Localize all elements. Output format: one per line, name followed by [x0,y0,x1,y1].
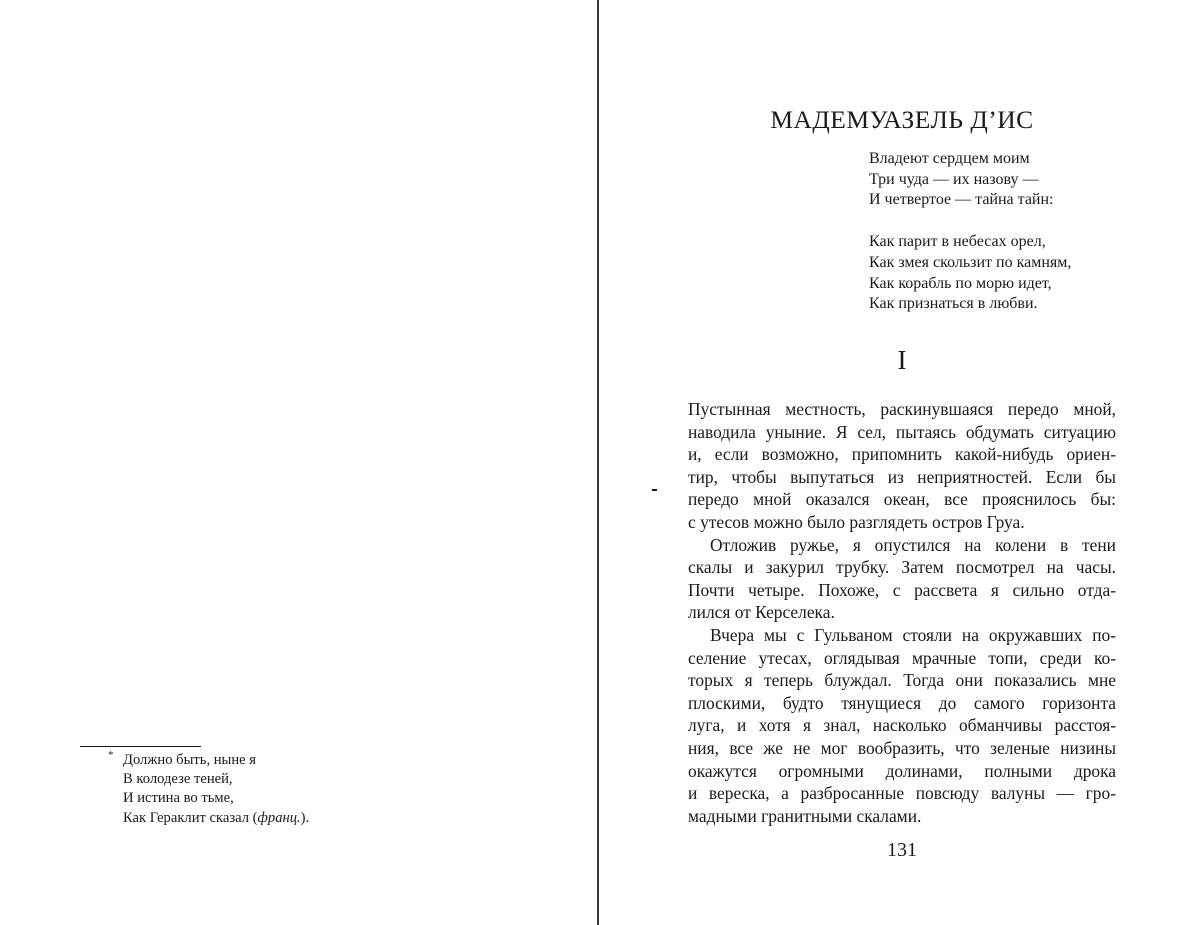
body-line: селение утесах, оглядывая мрачные топи, среди ко- [688,647,1116,668]
body-line: лился от Керселека. [688,602,835,623]
body-text [688,398,1116,827]
epigraph-line: Как признаться в любви. [869,295,1038,313]
body-line: Вчера мы с Гульваном стояли на окружавших по- [710,624,1116,645]
footnote-attribution: Как Гераклит сказал ( [123,809,258,826]
footnote-line: И истина во тьме, [123,790,234,807]
body-line: окажутся огромными долинами, полными дрока [688,760,1116,781]
epigraph-line: Владеют сердцем моим [869,150,1030,167]
page-number: 131 [887,839,917,861]
body-line: Отложив ружье, я опустился на колени в тени [710,534,1116,555]
body-line: наводила уныние. Я сел, пытаясь обдумать ситуацию [688,421,1116,442]
body-line: и вереска, а разбросанные повсюду валуны — гро- [688,783,1116,804]
book-spine [597,0,599,925]
epigraph-line: Три чуда — их назову — [869,170,1039,188]
epigraph-stanza [869,232,1149,315]
epigraph-line: И четвертое — тайна тайн: [869,191,1054,209]
epigraph-line: Как змея скользит по камням, [869,253,1072,271]
body-line: передо мной оказался океан, все прояснилось бы: [688,489,1116,510]
body-line: тир, чтобы выпутаться из неприятностей. Если бы [688,466,1116,487]
footnote-marker: * [108,749,114,761]
story-title: МАДЕМУАЗЕЛЬ Д’ИС [770,105,1034,134]
footnote-line: В колодезе теней, [123,771,233,788]
epigraph [869,149,1149,336]
footnote-line-last [123,809,523,828]
body-line: торых я теперь блуждал. Тогда они показались мне [688,670,1116,691]
body-line: Пустынная местность, раскинувшаяся передо мной, [688,399,1116,419]
body-line: и, если возможно, припомнить какой-нибудь ориен- [688,444,1116,465]
footnote-closing: ). [300,809,310,826]
body-line: ния, все же не мог вообразить, что зеленые низины [688,737,1116,758]
body-line: мадными гранитными скалами. [688,805,922,826]
footnote-line: Должно быть, ныне я [123,752,257,768]
body-line: скалы и закурил трубку. Затем посмотрел на часы. [688,557,1116,578]
epigraph-line: Как парит в небесах орел, [869,233,1046,251]
body-line: луга, и хотя я знал, насколько обманчивы расстоя- [688,715,1116,736]
epigraph-line: Как корабль по морю идет, [869,274,1052,292]
epigraph-stanza [869,149,1149,211]
body-line: с утесов можно было разглядеть остров Груа. [688,511,1025,532]
footnote-rule [80,746,201,747]
footnote-language-note: франц. [257,809,301,826]
chapter-heading: I [897,345,907,375]
body-line: Почти четыре. Похоже, с рассвета я сильно отда- [688,579,1116,600]
body-line: плоскими, будто тянущиеся до самого горизонта [688,692,1116,713]
margin-mark [652,489,657,491]
footnote-text [123,751,523,828]
